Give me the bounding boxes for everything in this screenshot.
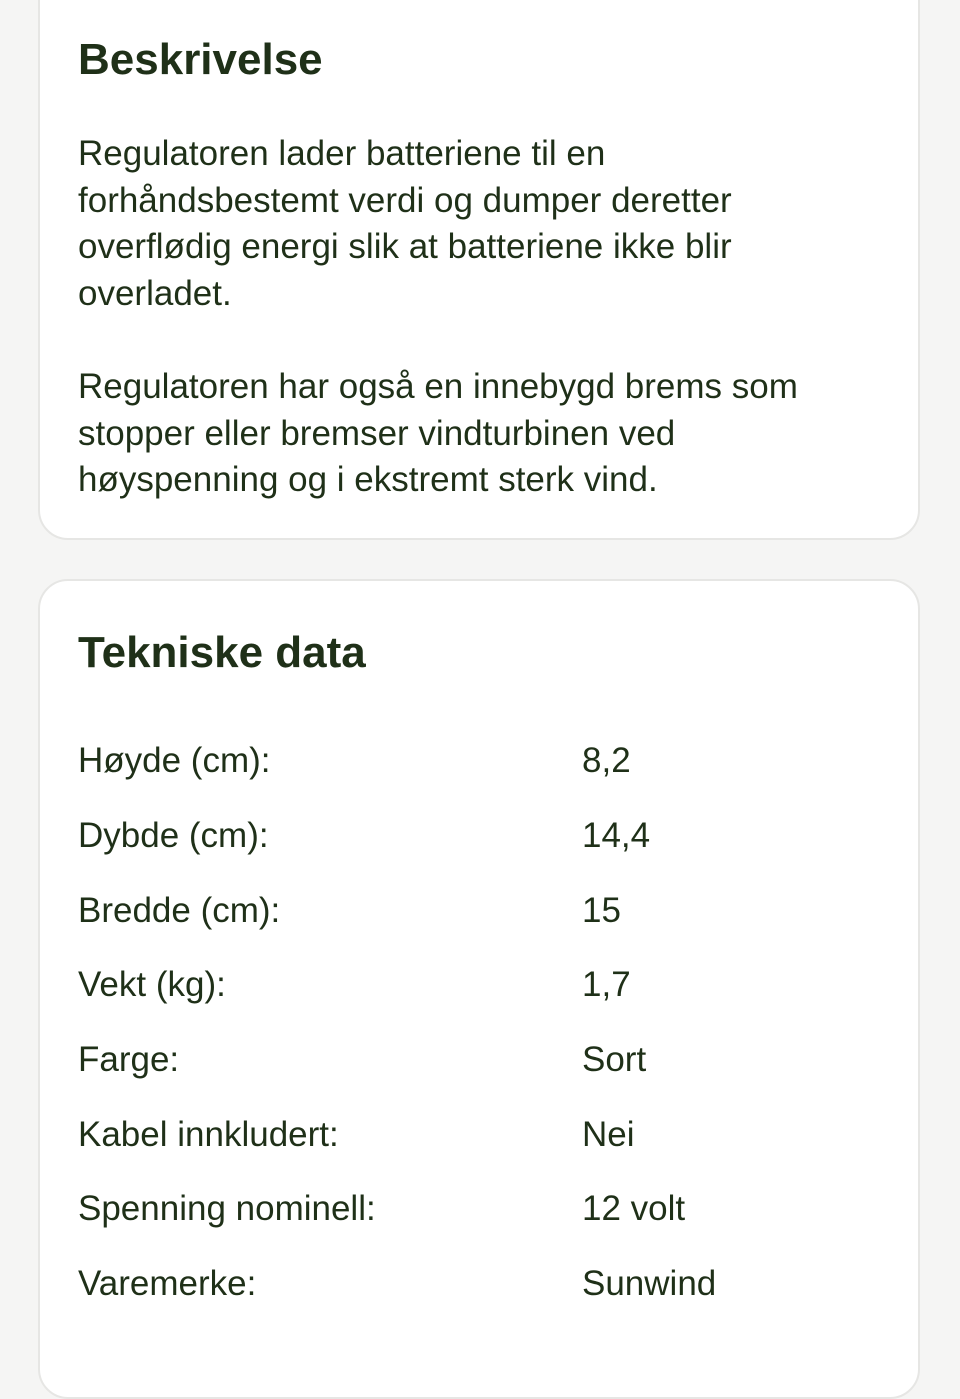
spec-label: Kabel innkludert:	[78, 1114, 339, 1154]
spec-label: Dybde (cm):	[78, 816, 269, 856]
technical-data-title: Tekniske data	[78, 628, 366, 677]
spec-row-cable-included	[78, 1097, 878, 1172]
spec-row-height	[78, 724, 878, 799]
spec-row-depth	[78, 799, 878, 874]
spec-label: Spenning nominell:	[78, 1189, 376, 1229]
spec-label: Bredde (cm):	[78, 890, 281, 930]
spec-label: Vekt (kg):	[78, 965, 226, 1005]
description-paragraph: Regulatoren lader batteriene til en forhåndsbestemt verdi og dumper deretter overflødig energi slik at batteriene ikke blir overladet.	[78, 134, 732, 313]
spec-label: Farge:	[78, 1040, 180, 1080]
spec-value: 8,2	[582, 741, 631, 781]
spec-row-width	[78, 873, 878, 948]
spec-label: Varemerke:	[78, 1264, 257, 1304]
spec-row-brand	[78, 1247, 878, 1322]
spec-value: Sort	[582, 1040, 647, 1080]
spec-list	[78, 724, 878, 1322]
spec-value: 12 volt	[582, 1189, 686, 1229]
spec-row-weight	[78, 948, 878, 1023]
description-title: Beskrivelse	[78, 35, 323, 84]
spec-row-nominal-voltage	[78, 1172, 878, 1247]
spec-label: Høyde (cm):	[78, 741, 271, 781]
spec-value: 1,7	[582, 965, 631, 1005]
description-paragraph: Regulatoren har også en innebygd brems som stopper eller bremser vindturbinen ved høyspenning og i ekstremt sterk vind.	[78, 367, 798, 499]
spec-value: 14,4	[582, 816, 651, 856]
technical-data-card	[38, 579, 920, 1399]
spec-row-color	[78, 1023, 878, 1098]
description-card	[38, 0, 920, 540]
spec-value: 15	[582, 890, 621, 930]
spec-value: Sunwind	[582, 1264, 717, 1304]
spec-value: Nei	[582, 1114, 635, 1154]
